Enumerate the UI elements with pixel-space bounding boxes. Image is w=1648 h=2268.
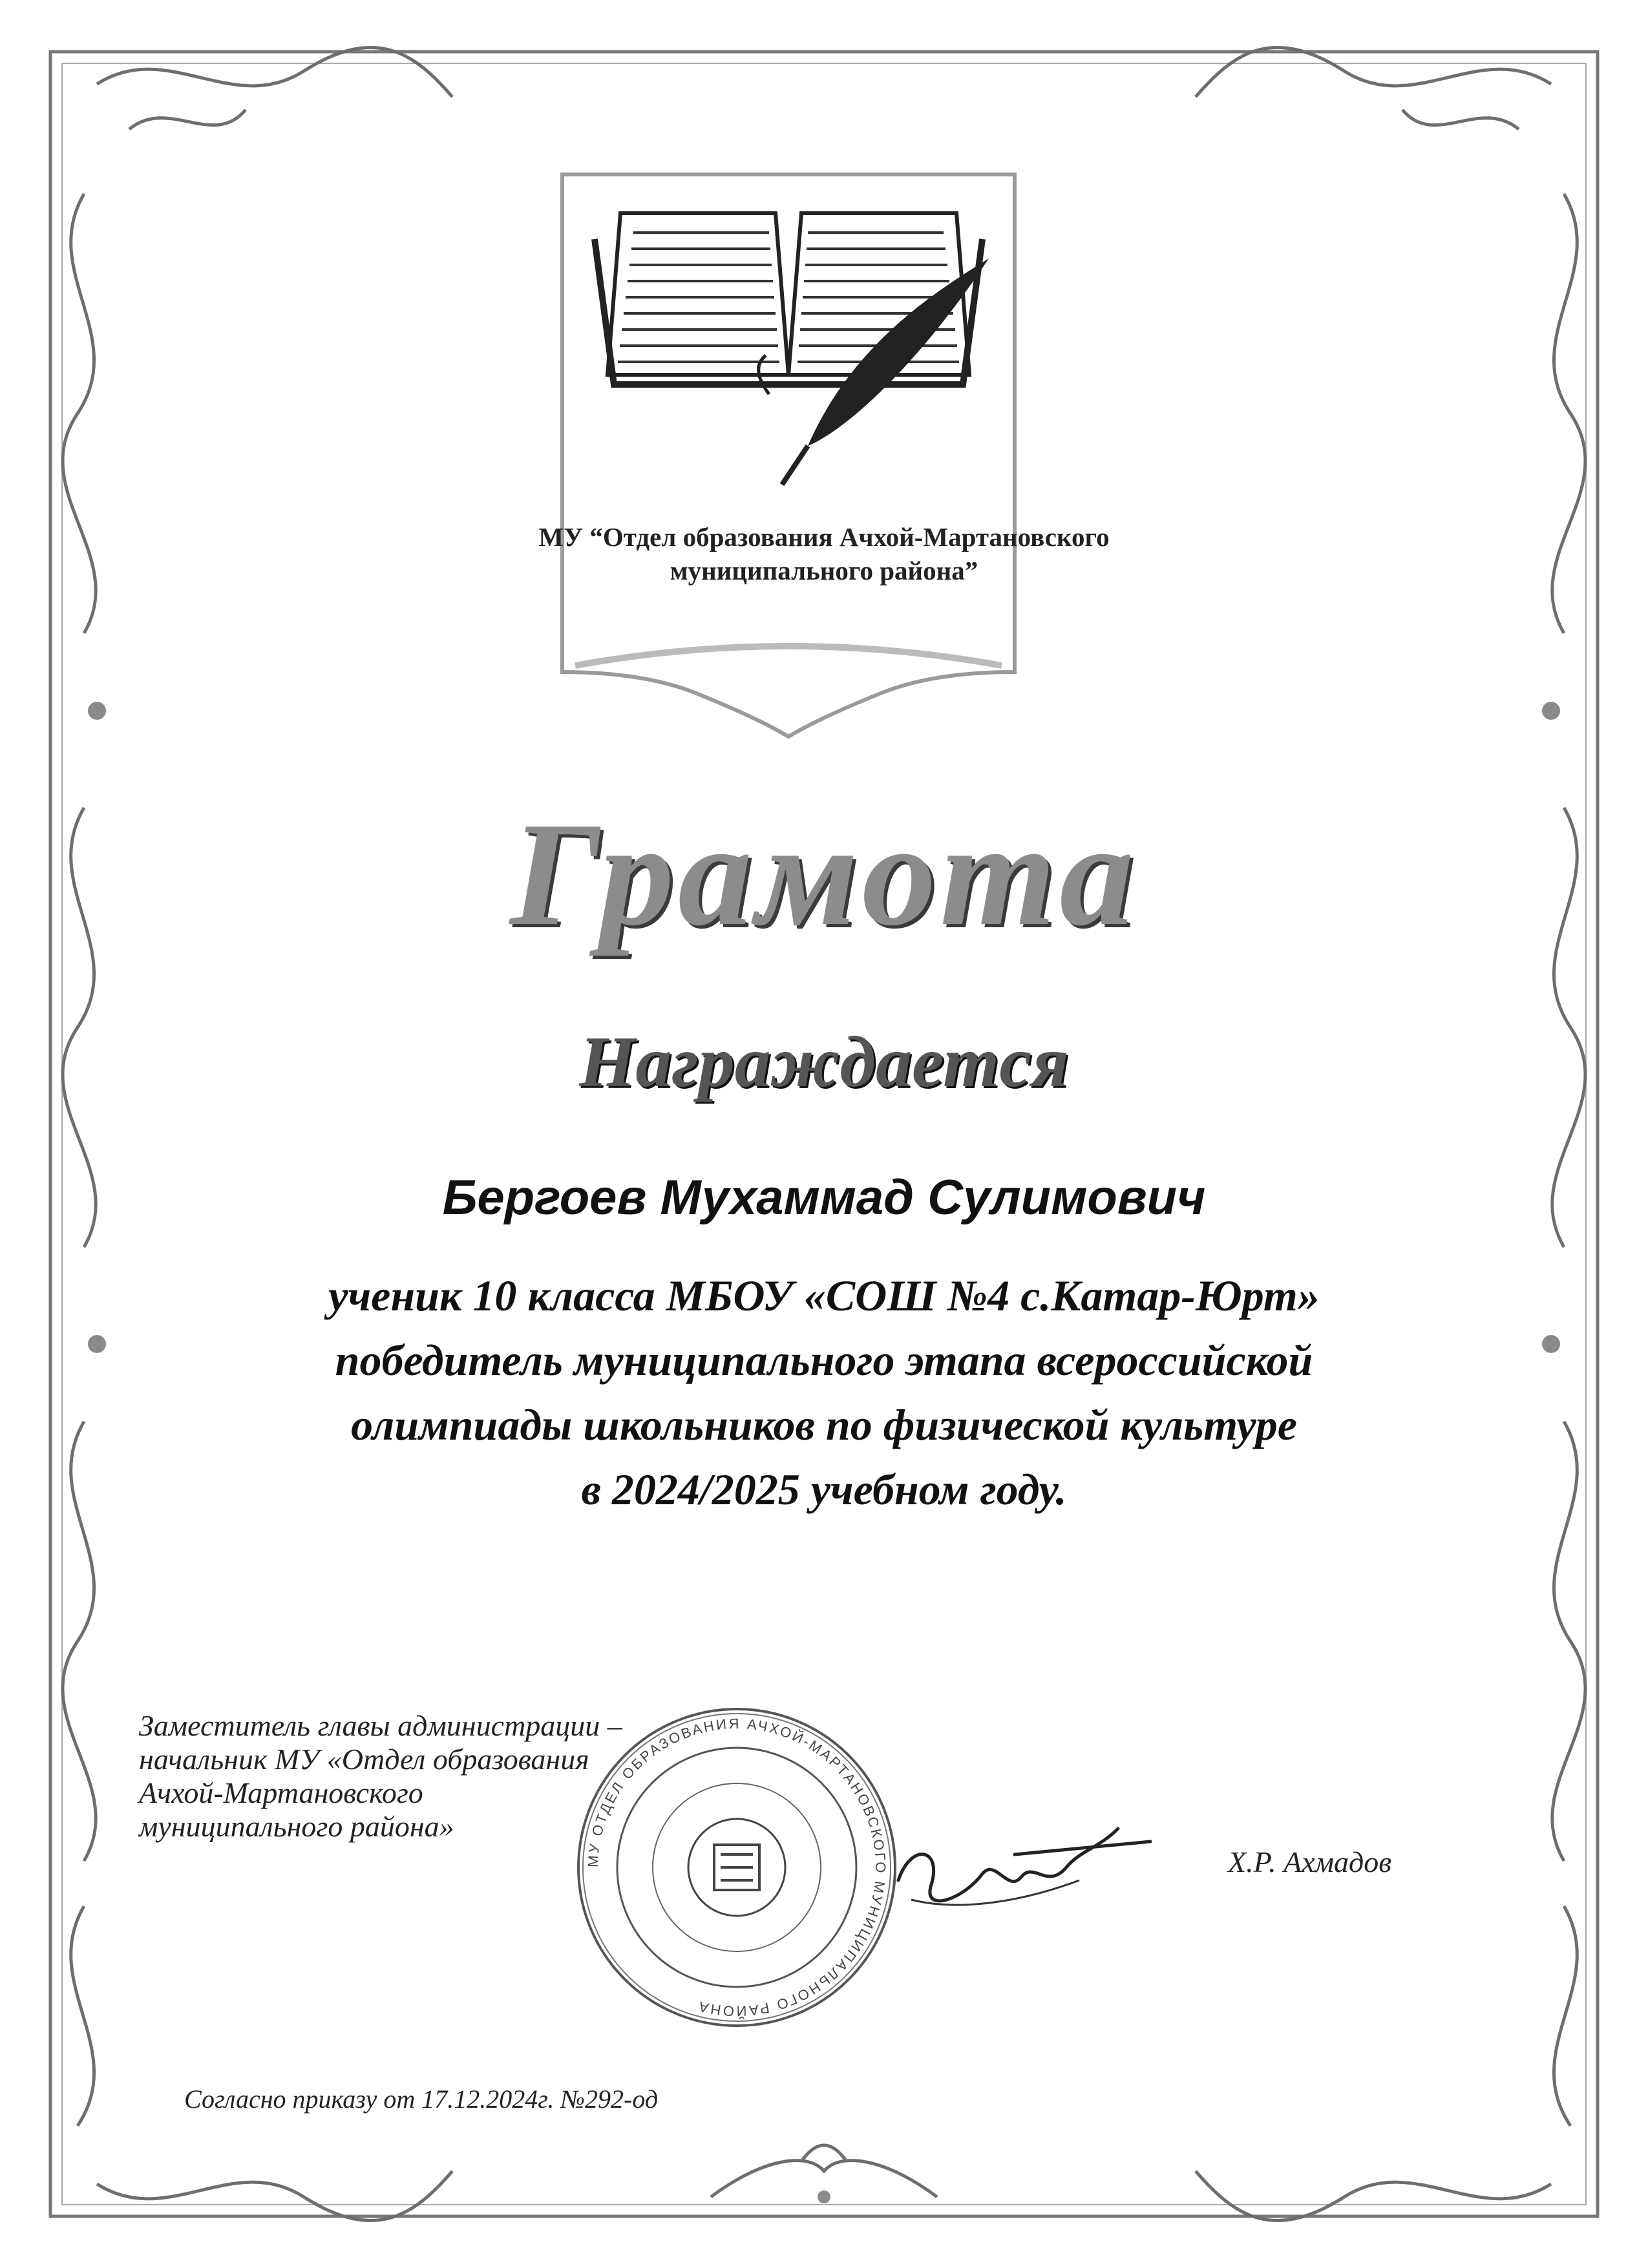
signatory-line: начальник МУ «Отдел образования — [139, 1743, 589, 1776]
order-reference: Согласно приказу от 17.12.2024г. №292-од — [184, 2084, 659, 2114]
svg-text:МУ ОТДЕЛ ОБРАЗОВАНИЯ АЧХОЙ-МАР: МУ ОТДЕЛ ОБРАЗОВАНИЯ АЧХОЙ-МАРТАНОВСКОГО МУНИЦИПАЛЬНОГО РАЙОНА — [584, 1715, 889, 2020]
certificate-title: Грамота — [510, 792, 1138, 956]
description-line: олимпиады школьников по физической культуре — [351, 1400, 1297, 1449]
description-line: ученик 10 класса МБОУ «СОШ №4 с.Катар-Юрт» — [328, 1271, 1320, 1320]
description-line: в 2024/2025 учебном году. — [581, 1465, 1067, 1514]
description-line: победитель муниципального этапа всероссийской — [335, 1336, 1313, 1385]
open-book-with-quill-icon — [549, 162, 1028, 743]
awarded-heading: Награждается — [579, 1022, 1069, 1102]
signatory-line: Ачхой-Мартановского — [139, 1776, 423, 1809]
signatory-name: Х.Р. Ахмадов — [1228, 1845, 1392, 1878]
organization-line-2: муниципального района” — [670, 556, 978, 585]
round-seal-icon — [569, 1699, 905, 2035]
organization-line-1: МУ “Отдел образования Ачхой-Мартановского — [538, 522, 1110, 552]
organization-header — [452, 520, 1196, 587]
award-description — [129, 1263, 1519, 1522]
handwritten-signature — [885, 1803, 1157, 1945]
recipient-name: Бергоев Мухаммад Сулимович — [442, 1170, 1206, 1225]
signatory-line: муниципального района» — [139, 1810, 454, 1843]
signatory-line: Заместитель главы администрации – — [139, 1709, 622, 1742]
